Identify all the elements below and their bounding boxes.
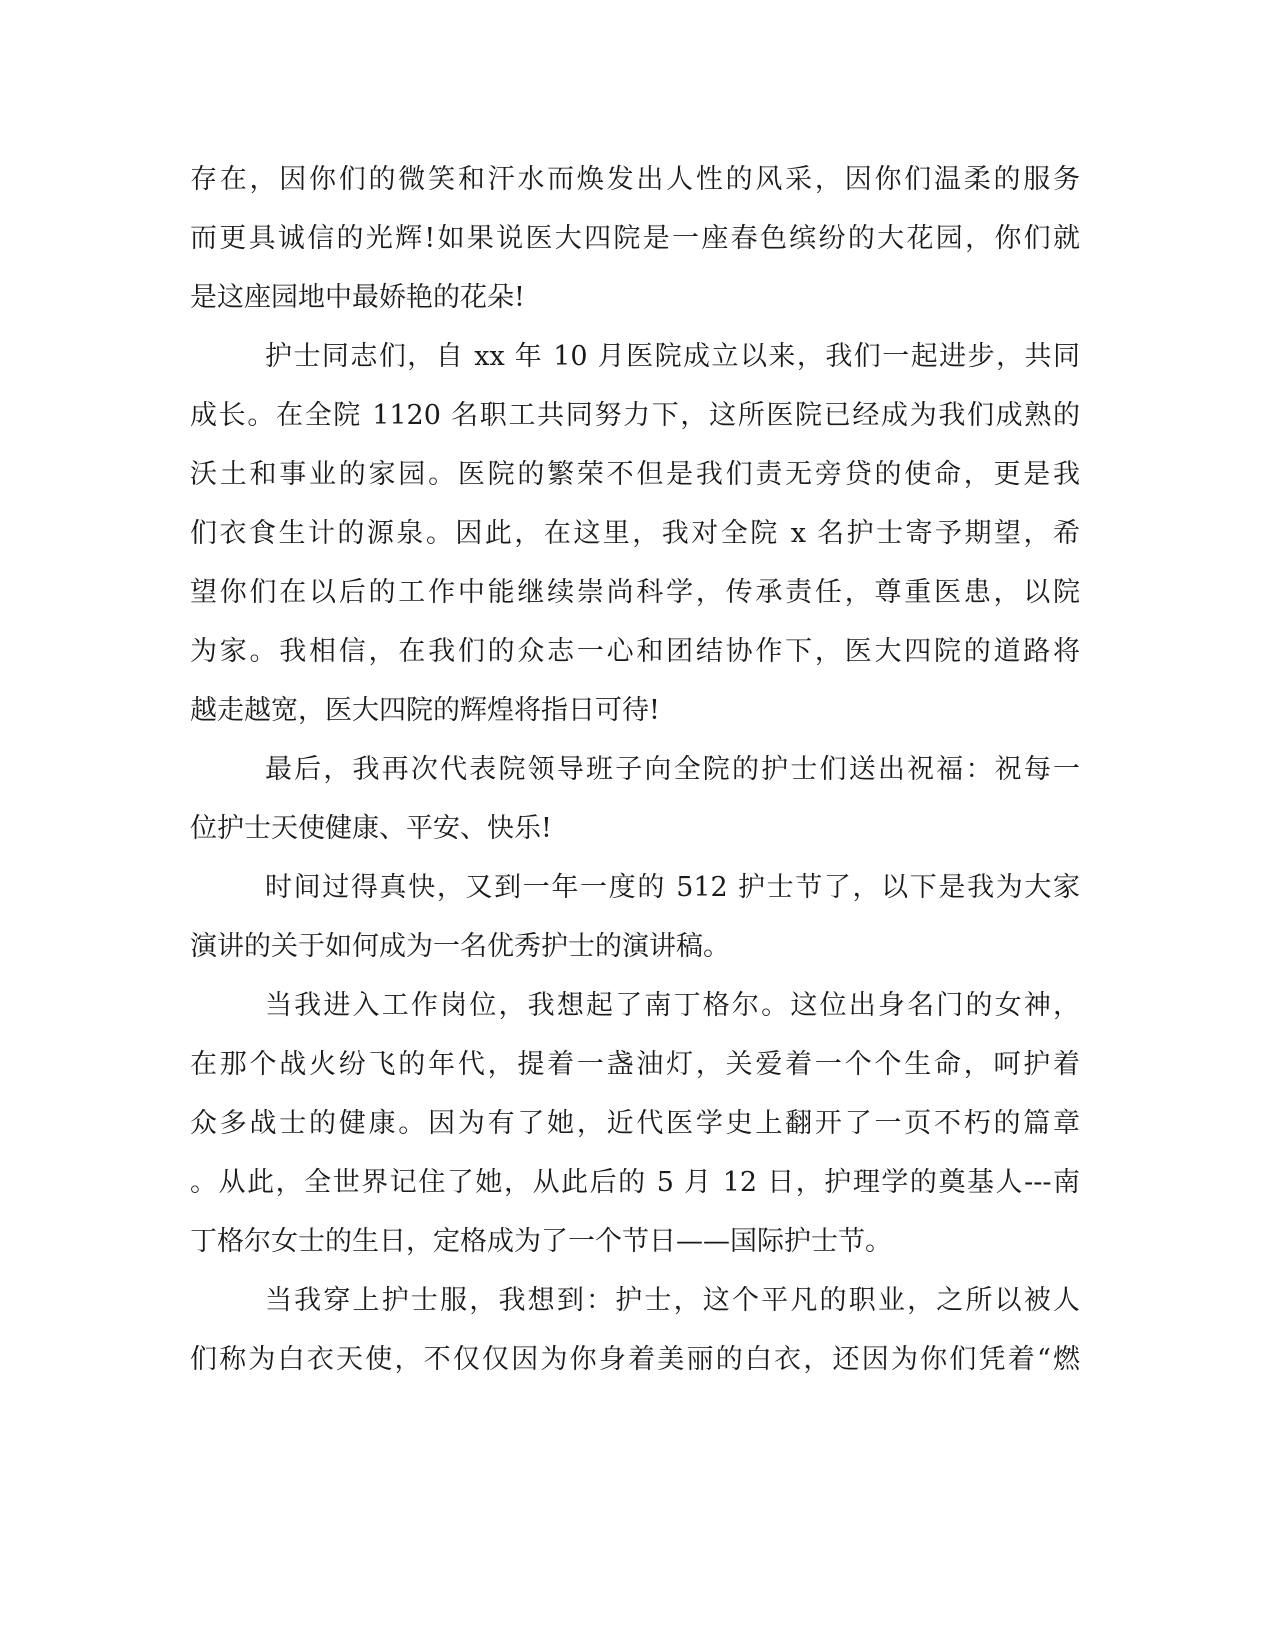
- text-line: 时间过得真快，又到一年一度的 512 护士节了，以下是我为大家: [265, 872, 1080, 903]
- text-line: 最后，我再次代表院领导班子向全院的护士们送出祝福：祝每一: [265, 754, 1080, 785]
- text-line: 们衣食生计的源泉。因此，在这里，我对全院 x 名护士寄予期望，希: [190, 518, 1080, 549]
- text-line: 众多战士的健康。因为有了她，近代医学史上翻开了一页不朽的篇章: [190, 1108, 1080, 1139]
- text-line: 演讲的关于如何成为一名优秀护士的演讲稿。: [190, 931, 730, 962]
- text-line: 成长。在全院 1120 名职工共同努力下，这所医院已经成为我们成熟的: [190, 400, 1080, 431]
- text-line: 而更具诚信的光辉!如果说医大四院是一座春色缤纷的大花园，你们就: [190, 223, 1080, 254]
- text-line: 们称为白衣天使，不仅仅因为你身着美丽的白衣，还因为你们凭着“燃: [190, 1344, 1080, 1375]
- text-line: 沃土和事业的家园。医院的繁荣不但是我们责无旁贷的使命，更是我: [190, 459, 1080, 490]
- text-line: 在那个战火纷飞的年代，提着一盏油灯，关爱着一个个生命，呵护着: [190, 1049, 1080, 1080]
- text-line: 越走越宽，医大四院的辉煌将指日可待!: [190, 695, 660, 726]
- text-line: 护士同志们，自 xx 年 10 月医院成立以来，我们一起进步，共同: [265, 341, 1080, 372]
- text-line: 为家。我相信，在我们的众志一心和团结协作下，医大四院的道路将: [190, 636, 1080, 667]
- text-line: 丁格尔女士的生日，定格成为了一个节日——国际护士节。: [190, 1226, 892, 1257]
- text-line: 位护士天使健康、平安、快乐!: [190, 813, 552, 844]
- text-line: 是这座园地中最娇艳的花朵!: [190, 282, 525, 313]
- text-line: 存在，因你们的微笑和汗水而焕发出人性的风采，因你们温柔的服务: [190, 164, 1080, 195]
- text-line: 。从此，全世界记住了她，从此后的 5 月 12 日，护理学的奠基人---南: [190, 1167, 1080, 1198]
- text-line: 当我穿上护士服，我想到：护士，这个平凡的职业，之所以被人: [265, 1285, 1080, 1316]
- text-line: 当我进入工作岗位，我想起了南丁格尔。这位出身名门的女神，: [265, 990, 1080, 1021]
- text-line: 望你们在以后的工作中能继续崇尚科学，传承责任，尊重医患，以院: [190, 577, 1080, 608]
